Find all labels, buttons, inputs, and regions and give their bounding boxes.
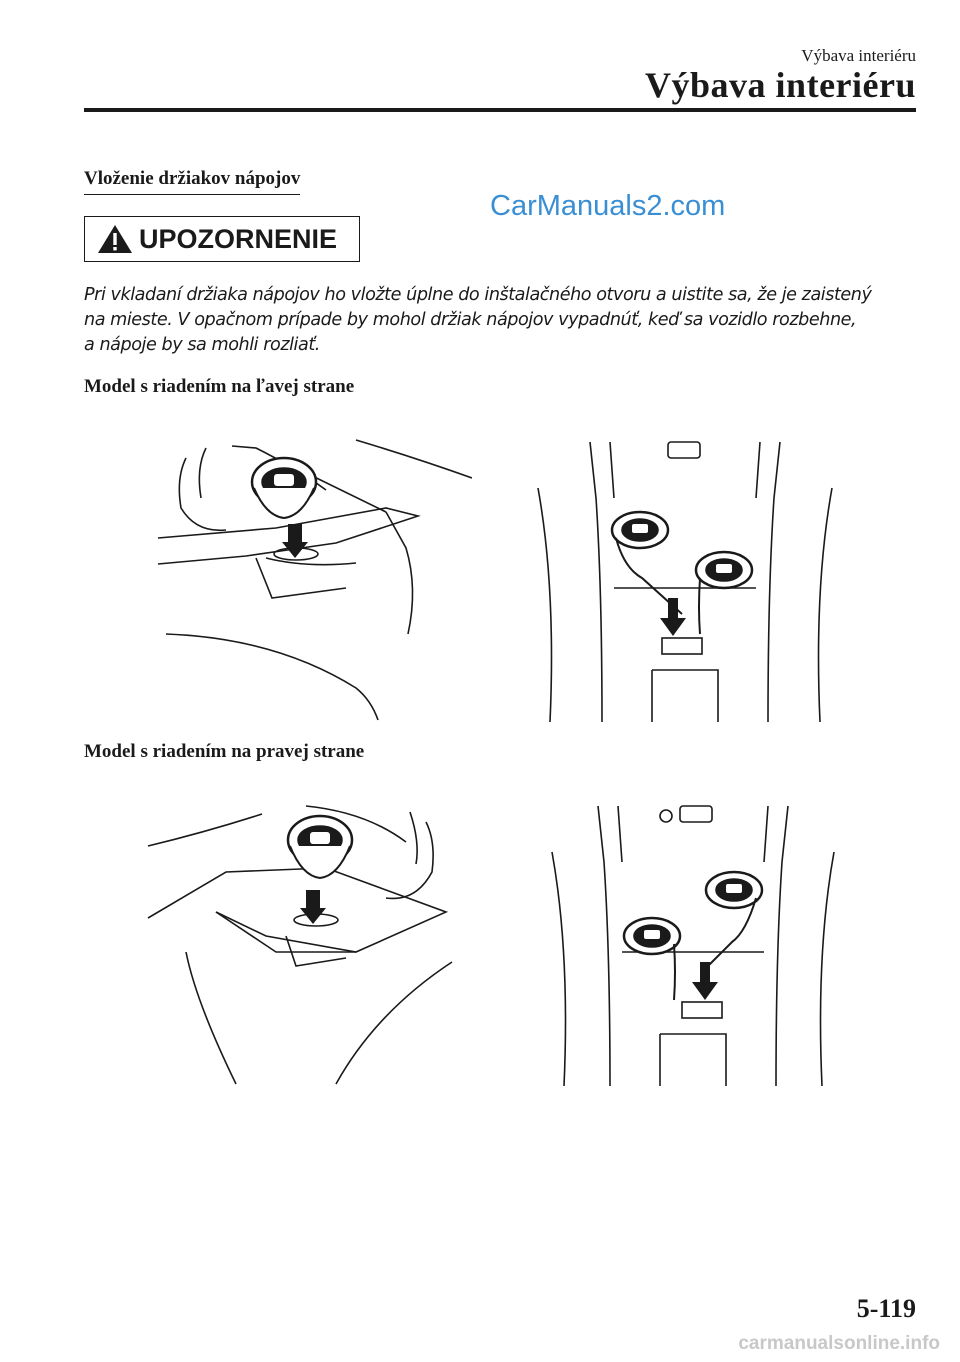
warning-text: [84, 283, 924, 358]
subheading-right-hand-drive: Model s riadením na pravej strane: [84, 741, 365, 762]
header-rule: [84, 108, 916, 112]
warning-text-line: na mieste. V opačnom prípade by mohol držiak nápojov vypadnúť, keď sa vozidlo rozbehne,: [84, 310, 857, 330]
figure-lhd-top-view: [532, 438, 838, 722]
warning-text-line: Pri vkladaní držiaka nápojov ho vložte úplne do inštalačného otvoru a uistite sa, že je zaistený: [84, 285, 872, 305]
warning-text-line: a nápoje by sa mohli rozliať.: [84, 335, 320, 355]
figure-rhd-top-view: [546, 802, 840, 1086]
running-header-small: Výbava interiéru: [801, 46, 916, 65]
warning-label: UPOZORNENIE: [139, 223, 338, 254]
figure-rhd-side-view: [146, 802, 456, 1086]
watermark: CarManuals2.com: [490, 190, 726, 222]
footer-watermark: carmanualsonline.info: [738, 1333, 940, 1354]
warning-box: [84, 216, 360, 262]
running-header-title: Výbava interiéru: [645, 65, 916, 105]
section-title: Vloženie držiakov nápojov: [84, 168, 300, 195]
figure-lhd-side-view: [156, 438, 472, 722]
subheading-left-hand-drive: Model s riadením na ľavej strane: [84, 376, 355, 397]
page-number: 5-119: [856, 1294, 916, 1323]
warning-triangle-icon: [97, 224, 133, 254]
